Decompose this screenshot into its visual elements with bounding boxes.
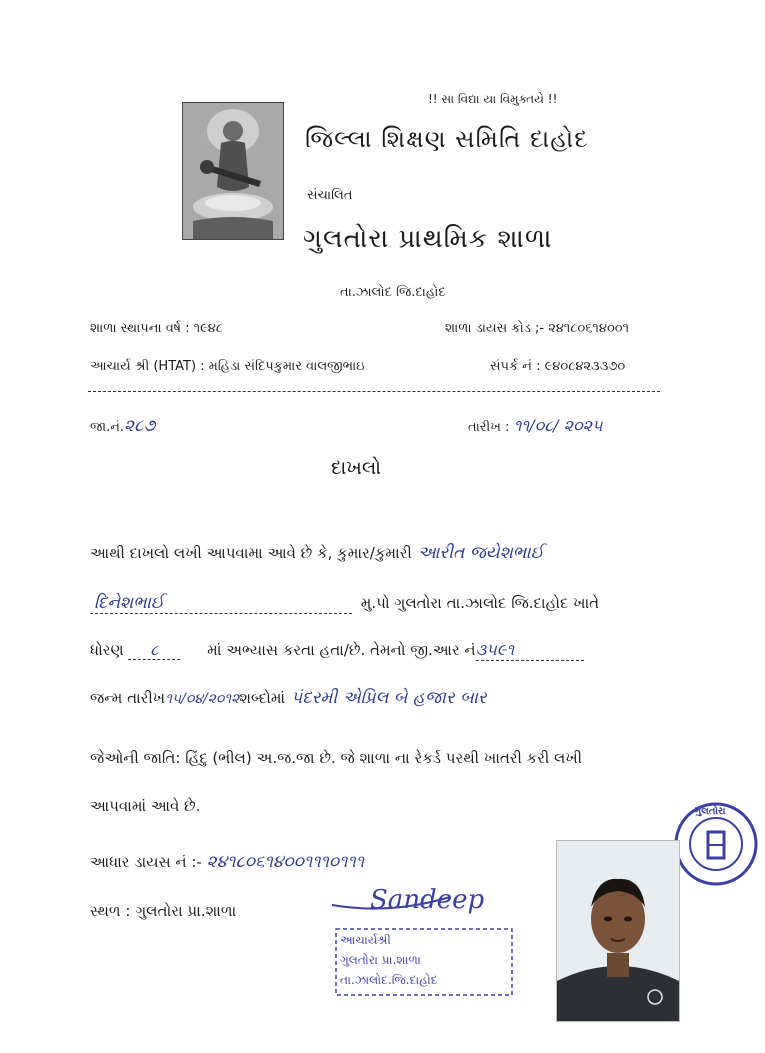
date-value: ૧૧/૦૮/ ૨૦૨૫: [513, 416, 603, 435]
date-label: તારીખ :: [468, 420, 510, 435]
words-label: શબ્દોમાં: [239, 689, 286, 707]
caste-line-end: આપવામાં આવે છે.: [90, 797, 201, 815]
line3-mid: માં અભ્યાસ કરતા હતા/છે. તેમનો જી.આર નં: [207, 641, 476, 659]
certificate-heading: દાખલો: [331, 457, 382, 479]
outward-label: જા.નં.: [90, 420, 125, 435]
stamp-line-1: આચાર્યશ્રી: [340, 933, 391, 947]
dob-label: જન્મ તારીખ: [90, 689, 166, 707]
sanchalit-label: સંચાલિત: [307, 188, 353, 203]
certificate-line-2: [90, 593, 599, 614]
separator-line: [88, 391, 660, 392]
certificate-line-1: [90, 543, 544, 563]
stamp-line-2: ગુલતોરા પ્રા.શાળા: [340, 953, 421, 967]
saraswati-image: [182, 102, 284, 240]
father-name: દિનેશભાઈ: [94, 593, 165, 613]
place-line: સ્થળ : ગુલતોરા પ્રા.શાળા: [90, 902, 237, 920]
stamp-line-3: તા.ઝાલોદ.જિ.દાહોદ: [340, 973, 438, 987]
dise-code: શાળા ડાયસ કોડ ;- ૨૪૧૮૦૬૧૪૦૦૧: [445, 321, 629, 336]
student-name: આરીત જયેશભાઈ: [417, 543, 544, 563]
principal-signature-stamp: [330, 885, 520, 1000]
contact-number: સંપર્ક નં : ૯૪૦૮૪૨૩૩૭૦: [490, 359, 626, 374]
dob-value: ૧૫/૦૪/૨૦૧૨: [165, 691, 240, 707]
taluka-district: તા.ઝાલોદ જિ.દાહોદ: [340, 285, 446, 300]
student-photo: [556, 840, 680, 1022]
aadhar-line: [90, 852, 364, 872]
dob-words: પંદરમી એપ્રિલ બે હજાર બાર: [291, 688, 487, 708]
outward-value: ૨૮૭: [124, 416, 156, 436]
certificate-date: [468, 416, 603, 436]
established-year: શાળા સ્થાપના વર્ષ : ૧૯૪૮: [90, 321, 223, 336]
school-name: ગુલતોરા પ્રાથમિક શાળા: [303, 224, 553, 254]
gr-number: ૩૫૯૧: [476, 640, 584, 661]
principal-name: આચાર્ય શ્રી (HTAT) : મહિડા સંદિપકુમાર વાલજીભાઇ: [90, 359, 365, 374]
aadhar-label: આધાર ડાયસ નં :-: [90, 853, 202, 871]
std-value: ૮: [128, 641, 180, 660]
certificate-line-3: [90, 640, 584, 661]
certificate-line-4: [90, 688, 487, 708]
caste-line: જેઓની જાતિ: હિંદુ (ભીલ) અ.જ.જા છે. જે શાળા ના રેકર્ડ પરથી ખાતરી કરી લખી: [90, 749, 582, 767]
school-round-stamp: [672, 800, 760, 888]
signature: Sandeep: [370, 885, 485, 915]
samiti-title: જિલ્લા શિક્ષણ સમિતિ દાહોદ: [305, 125, 589, 153]
line1-text: આથી દાખલો લખી આપવામા આવે છે કે, કુમાર/કુમારી: [90, 544, 412, 562]
outward-number: [90, 416, 155, 436]
motto: !! સા વિદ્યા યા વિમુક્તયે !!: [428, 92, 558, 106]
round-stamp-text: ગુલતોરા: [694, 806, 726, 817]
line2-suffix: મુ.પો ગુલતોરા તા.ઝાલોદ જિ.દાહોદ ખાતે: [360, 594, 600, 612]
std-label: ધોરણ: [90, 641, 124, 659]
aadhar-value: ૨૪૧૮૦૬૧૪૦૦૧૧૧૦૧૧૧: [206, 852, 365, 872]
